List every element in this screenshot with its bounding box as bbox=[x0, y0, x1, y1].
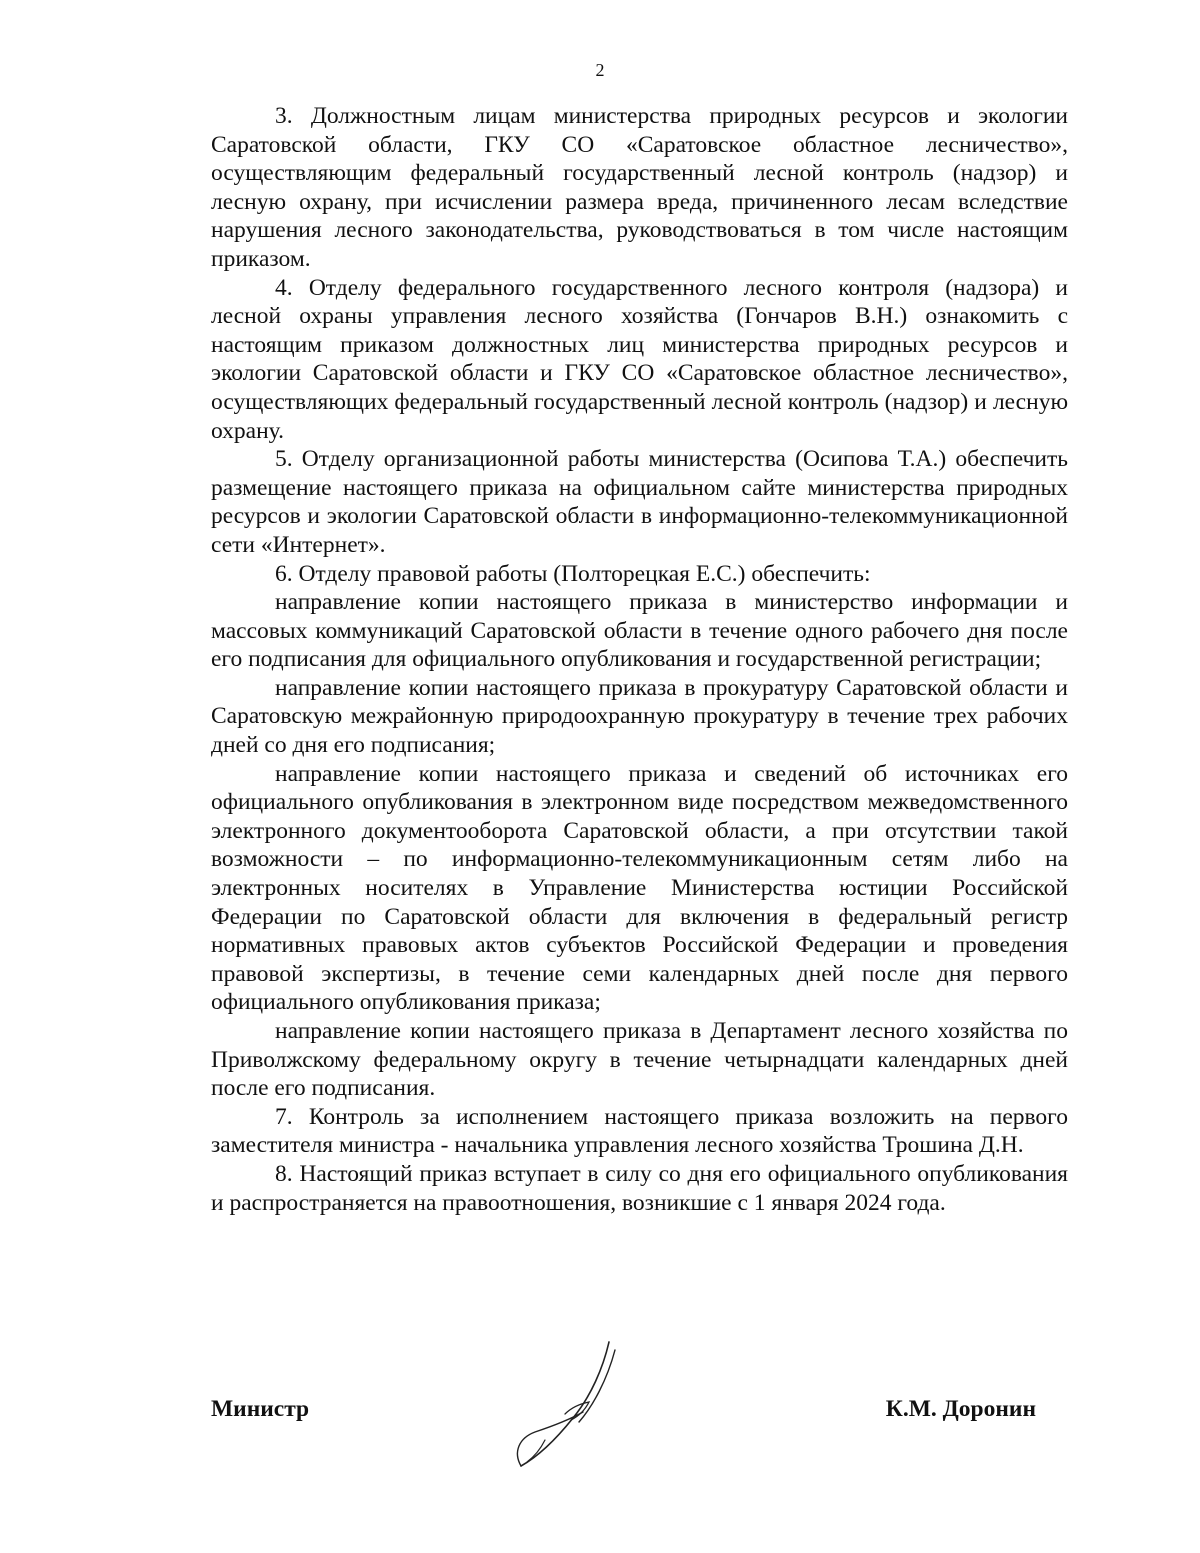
document-body bbox=[211, 102, 1068, 1217]
signatory-name: К.М. Доронин bbox=[885, 1396, 1036, 1422]
handwritten-signature bbox=[505, 1340, 630, 1470]
paragraph-6-item-4: направление копии настоящего приказа в Департамент лесного хозяйства по Приволжскому федеральному округу в течение четырнадцати календарных дней после его подписания. bbox=[211, 1018, 1068, 1102]
paragraph-6: 6. Отделу правовой работы (Полторецкая Е.С.) обеспечить: bbox=[275, 560, 871, 587]
paragraph-6-item-1: направление копии настоящего приказа в министерство информации и массовых коммуникаций Саратовской области в течение одного рабочего дня после его подписания для официального опубликования и государственной регистрации; bbox=[211, 589, 1068, 673]
paragraph-6-item-3: направление копии настоящего приказа и сведений об источниках его официального опубликования в электронном виде посредством межведомственного электронного документооборота Саратовской области, а при отсутствии такой возможности – по информационно-телекоммуникационным сетям либо на электронных носителях в Управление Министерства юстиции Российской Федерации по Саратовской области для включения в федеральный регистр нормативных правовых актов субъектов Российской Федерации и проведения правовой экспертизы, в течение семи календарных дней после дня первого официального опубликования приказа; bbox=[211, 760, 1068, 1016]
paragraph-3: 3. Должностным лицам министерства природных ресурсов и экологии Саратовской области, ГКУ СО «Саратовское областное лесничество», осуществляющим федеральный государственный лесной контроль (надзор) и лесную охрану, при исчислении размера вреда, причиненного лесам вследствие нарушения лесного законодательства, руководствоваться в том числе настоящим приказом. bbox=[211, 103, 1068, 272]
signature-block bbox=[211, 1390, 1068, 1470]
page-number: 2 bbox=[595, 60, 605, 80]
paragraph-4: 4. Отделу федерального государственного лесного контроля (надзора) и лесной охраны управления лесного хозяйства (Гончаров В.Н.) ознакомить с настоящим приказом должностных лиц министерства природных ресурсов и экологии Саратовской области и ГКУ СО «Саратовское областное лесничество», осуществляющих федеральный государственный лесной контроль (надзор) и лесную охрану. bbox=[211, 274, 1068, 444]
paragraph-7: 7. Контроль за исполнением настоящего приказа возложить на первого заместителя министра - начальника управления лесного хозяйства Трошина Д.Н. bbox=[211, 1103, 1068, 1159]
paragraph-5: 5. Отделу организационной работы министерства (Осипова Т.А.) обеспечить размещение настоящего приказа на официальном сайте министерства природных ресурсов и экологии Саратовской области в информационно-телекоммуникационной сети «Интернет». bbox=[211, 446, 1068, 558]
paragraph-8: 8. Настоящий приказ вступает в силу со дня его официального опубликования и распространяется на правоотношения, возникшие с 1 января 2024 года. bbox=[211, 1160, 1068, 1216]
paragraph-6-item-2: направление копии настоящего приказа в прокуратуру Саратовской области и Саратовскую межрайонную природоохранную прокуратуру в течение трех рабочих дней со дня его подписания; bbox=[211, 674, 1068, 759]
signatory-title: Министр bbox=[211, 1396, 310, 1422]
